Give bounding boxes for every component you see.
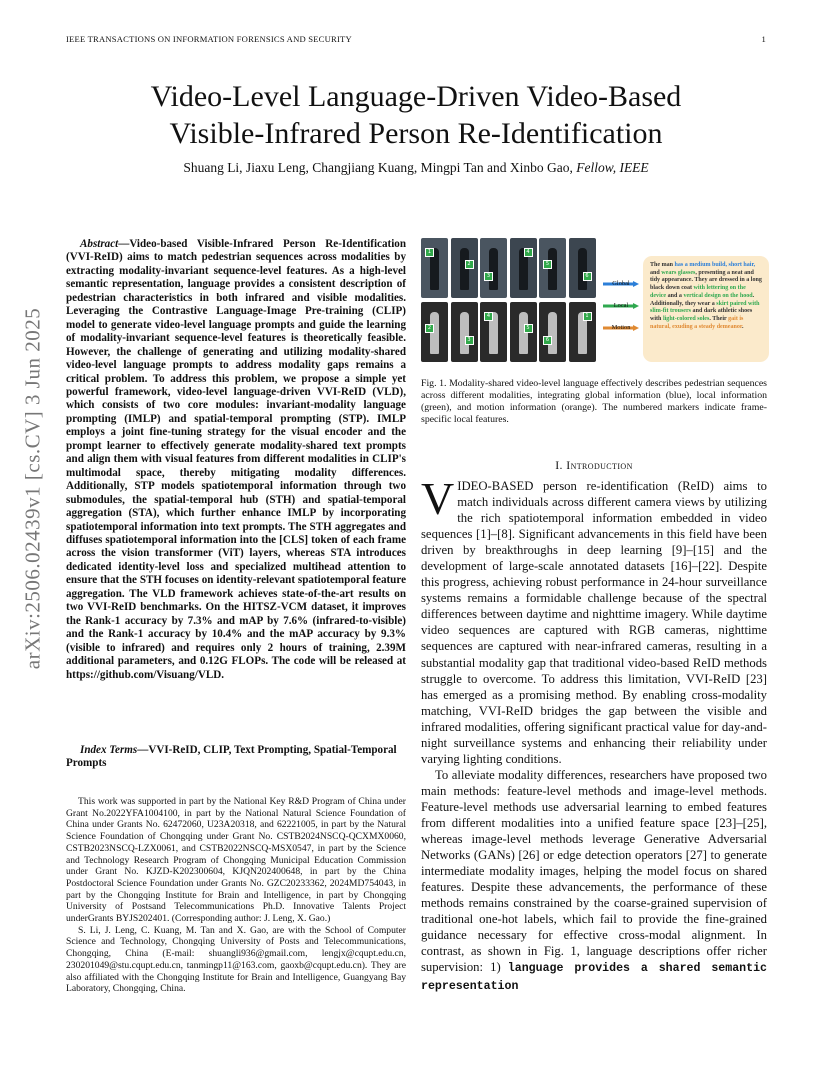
description-fragment: . Their bbox=[709, 315, 729, 322]
global-label: Global bbox=[612, 280, 630, 287]
description-fragment: has a medium build, short hair, bbox=[674, 262, 756, 268]
global-arrow bbox=[603, 274, 639, 278]
description-fragment: and bbox=[650, 269, 662, 276]
motion-label: Motion bbox=[611, 324, 631, 331]
author-list bbox=[66, 160, 766, 176]
visible-frame bbox=[451, 238, 478, 298]
intro-paragraph-2: To alleviate modality differences, researchers have proposed two main methods: feature-level methods and image-level methods. Feature-level methods use adversarial learning to embed features from different modalities into a unified feature space [23]–[25], whereas image-level methods leverage Generative Adversarial Networks (GANs) [26] or edge detection operators [27] to generate intermediate modality images, helping the model focus on shared features. Despite these advancements, the performance of these methods remains constrained by the coarse-grained supervision of traditional one-hot labels, which fail to provide the fine-grained guidance necessary for effective cross-modal alignment. In contrast, as shown in Fig. 1, language descriptions offer richer supervision: 1) bbox=[421, 767, 767, 975]
index-terms-body: —VVI-ReID, CLIP, Text Prompting, Spatial-Temporal Prompts bbox=[66, 744, 397, 770]
pedestrian-silhouette bbox=[489, 248, 498, 290]
pedestrian-silhouette bbox=[578, 248, 587, 290]
section-title: Introduction bbox=[566, 458, 633, 472]
section-number: I. bbox=[555, 458, 567, 472]
description-fragment: and dark athletic shoes with bbox=[650, 308, 753, 322]
description-fragment: wears glasses bbox=[661, 269, 696, 276]
visible-frame bbox=[539, 238, 566, 298]
local-label: Local bbox=[613, 302, 629, 309]
title-line-2: Visible-Infrared Person Re-Identification bbox=[169, 117, 663, 150]
pedestrian-silhouette bbox=[548, 248, 557, 290]
index-terms bbox=[66, 744, 406, 771]
description-fragment: light-colored soles bbox=[662, 315, 710, 322]
local-feature-marker: 4 bbox=[524, 248, 533, 257]
description-fragment: , presenting a neat and tidy appearance. They are dressed in a long black down coat bbox=[650, 269, 762, 292]
local-feature-marker: 1 bbox=[425, 248, 434, 257]
description-fragment: . bbox=[742, 323, 744, 330]
section-heading bbox=[421, 458, 767, 473]
infrared-frame bbox=[421, 302, 448, 362]
frame-grid bbox=[421, 236, 599, 364]
visible-frame bbox=[480, 238, 507, 298]
description-fragment: skirt paired with slim-fit trousers bbox=[650, 300, 760, 315]
local-feature-marker: 3 bbox=[484, 272, 493, 281]
title-line-1: Video-Level Language-Driven Video-Based bbox=[150, 80, 682, 113]
authors-names: Shuang Li, Jiaxu Leng, Changjiang Kuang, Mingpi Tan and Xinbo Gao, bbox=[183, 160, 573, 175]
description-fragment: vertical design on the hood bbox=[683, 292, 753, 299]
local-feature-marker: 6 bbox=[543, 336, 552, 345]
figure-1 bbox=[421, 236, 767, 366]
abstract bbox=[66, 238, 406, 682]
visible-frame bbox=[421, 238, 448, 298]
footnote-funding: This work was supported in part by the National Key R&D Program of China under Grant No.2022YFA1004100, in part by the National Natural Science Foundation of China under Grants No. 62472060, U23A20318, and 62221005, in part by the Natural Science Foundation of Chongqing under Grant No. CSTB2024NSCQ-QCXMX0060, CSTB2023NSCQ-LZX0061, and CSTB2022NSCQ-MSX0547, in part by the Science and Technology Research Program of Chongqing Municipal Education Commission under Grant No. KJZD-K202300604, KJQN202400648, in part by the China Postdoctoral Science Foundation under Grants No. GZC20233362, 2024MD754043, in part by the Chongqing Institute for Brain and Intelligence, in part by Chongqing University of Postsand Telecommunications Ph.D. Innovative Talents Project underGrants BYJS202401. (Corresponding author: J. Leng, X. Gao.) bbox=[66, 796, 406, 925]
pedestrian-silhouette bbox=[430, 312, 439, 354]
infrared-frame bbox=[480, 302, 507, 362]
description-fragment: . Additionally, they wear a bbox=[650, 292, 755, 307]
local-feature-marker: 5 bbox=[524, 324, 533, 333]
language-description-card bbox=[643, 256, 769, 362]
running-header bbox=[66, 34, 766, 44]
local-feature-marker: 1 bbox=[583, 312, 592, 321]
pedestrian-silhouette bbox=[519, 312, 528, 354]
page-number: 1 bbox=[761, 34, 766, 44]
journal-name: IEEE TRANSACTIONS ON INFORMATION FORENSICS AND SECURITY bbox=[66, 34, 352, 44]
infrared-frame bbox=[539, 302, 566, 362]
drop-cap: V bbox=[421, 473, 455, 524]
infrared-frame bbox=[451, 302, 478, 362]
paper-title bbox=[66, 78, 766, 152]
local-feature-marker: 4 bbox=[484, 312, 493, 321]
description-fragment: gait is natural, exuding a steady demeanor bbox=[650, 315, 744, 330]
abstract-label: Abstract bbox=[80, 238, 119, 250]
intro-paragraph-1: IDEO-BASED person re-identification (ReID) aims to match individuals across different camera views by utilizing the rich spatiotemporal information embedded in video sequences [1]–[8]. Significant advancements in this field have been driven by breakthroughs in deep learning [9]–[15] and the development of large-scale annotated datasets [16]–[22]. Despite this progress, achieving robust performance in 24-hour surveillance systems remains a formidable challenge because of the spectral differences between daytime and nighttime imagery. While daytime video sequences are captured with RGB cameras, nighttime sequences are captured with near-infrared cameras, resulting in a substantial modality gap that traditional video-based ReID methods struggle to overcome. To address this limitation, VVI-ReID [23] has emerged as a promising method. By enabling cross-modality matching, VVI-ReID bridges the gap between the visible and infrared modalities, offering significant practical value for day-and-night surveillance systems and enhancing their reliability under varying lighting conditions. bbox=[421, 479, 767, 766]
footnote bbox=[66, 796, 406, 995]
local-feature-marker: 5 bbox=[543, 260, 552, 269]
infrared-frame bbox=[569, 302, 596, 362]
visible-frame bbox=[510, 238, 537, 298]
motion-arrow bbox=[603, 318, 639, 322]
pedestrian-silhouette bbox=[460, 248, 469, 290]
local-feature-marker: 6 bbox=[583, 272, 592, 281]
description-fragment: and a bbox=[666, 292, 684, 299]
description-fragment: with lettering on the device bbox=[650, 285, 746, 299]
local-arrow bbox=[603, 296, 639, 300]
visible-frame bbox=[569, 238, 596, 298]
index-terms-label: Index Terms bbox=[80, 744, 138, 756]
local-feature-marker: 2 bbox=[425, 324, 434, 333]
figure-caption: Fig. 1. Modality-shared video-level language effectively describes pedestrian sequences across different modalities, integrating global information (blue), local information (green), and motion information (orange). The numbered markers indicate frame-specific local features. bbox=[421, 378, 767, 426]
footnote-affiliation: S. Li, J. Leng, C. Kuang, M. Tan and X. Gao, are with the School of Computer Science and Technology, Chongqing University of Posts and Telecommunications, Chongqing, China (E-mail: shuangli936@gmail.com, lengjx@cqupt.edu.cn, 230201049@stu.cqupt.edu.cn, tanmingp11@163.com, gaoxb@cqupt.edu.cn). They are also affiliated with the Chongqing Institute for Brain and Intelligence, Guangyang Bay Laboratory, Chongqing, China. bbox=[66, 924, 406, 995]
pedestrian-silhouette bbox=[460, 312, 469, 354]
infrared-frame bbox=[510, 302, 537, 362]
arxiv-stamp: arXiv:2506.02439v1 [cs.CV] 3 Jun 2025 bbox=[20, 307, 45, 670]
author-suffix: Fellow, IEEE bbox=[576, 160, 649, 175]
local-feature-marker: 3 bbox=[465, 336, 474, 345]
pedestrian-silhouette bbox=[548, 312, 557, 354]
intro-emphasis: language provides a shared semantic representation bbox=[421, 962, 767, 994]
abstract-body: —Video-based Visible-Infrared Person Re-Identification (VVI-ReID) aims to match pedestrian sequences across modalities by extracting modality-invariant sequence-level features. As a high-level semantic representation, language provides a consistent description of pedestrian characteristics in both infrared and visible modalities. Leveraging the Contrastive Language-Image Pre-training (CLIP) model to generate video-level language prompts and guide the learning of modality-invariant sequence-level features is theoretically feasible. However, the challenge of generating and utilizing modality-shared video-level language prompts to address modality gaps remains a critical problem. To address this problem, we propose a simple yet powerful framework, video-level language-driven VVI-ReID (VLD), which consists of two core modules: invariant-modality language prompting (IMLP) and spatial-temporal prompting (STP). IMLP employs a joint fine-tuning strategy for the visual encoder and the prompt learner to effectively generate modality-shared text prompts and align them with visual features from different modalities in CLIP's multimodal space, thereby mitigating modality differences. Additionally, STP models spatiotemporal information through two submodules, the spatial-temporal hub (STH) and spatial-temporal aggregation (STA), which further enhance IMLP by incorporating spatiotemporal information into text prompts. The STH aggregates and diffuses spatiotemporal information into the [CLS] token of each frame across the vision transformer (ViT) layers, whereas STA introduces dedicated identity-level loss and specialized multihead attention to ensure that the STH focuses on identity-relevant spatiotemporal feature aggregation. The VLD framework achieves state-of-the-art results on two VVI-ReID benchmarks. On the HITSZ-VCM dataset, it improves the Rank-1 accuracy by 7.3% and mAP by 7.6% (infrared-to-visible) and the Rank-1 accuracy by 10.4% and the mAP accuracy by 9.3% (visible to infrared) and requires only 2 hours of training, 2.39M additional parameters, and 0.12G FLOPs. The code will be released at https://github.com/Visuang/VLD. bbox=[66, 238, 406, 681]
description-fragment: The man bbox=[650, 262, 675, 268]
introduction-text bbox=[421, 473, 767, 996]
local-feature-marker: 2 bbox=[465, 260, 474, 269]
